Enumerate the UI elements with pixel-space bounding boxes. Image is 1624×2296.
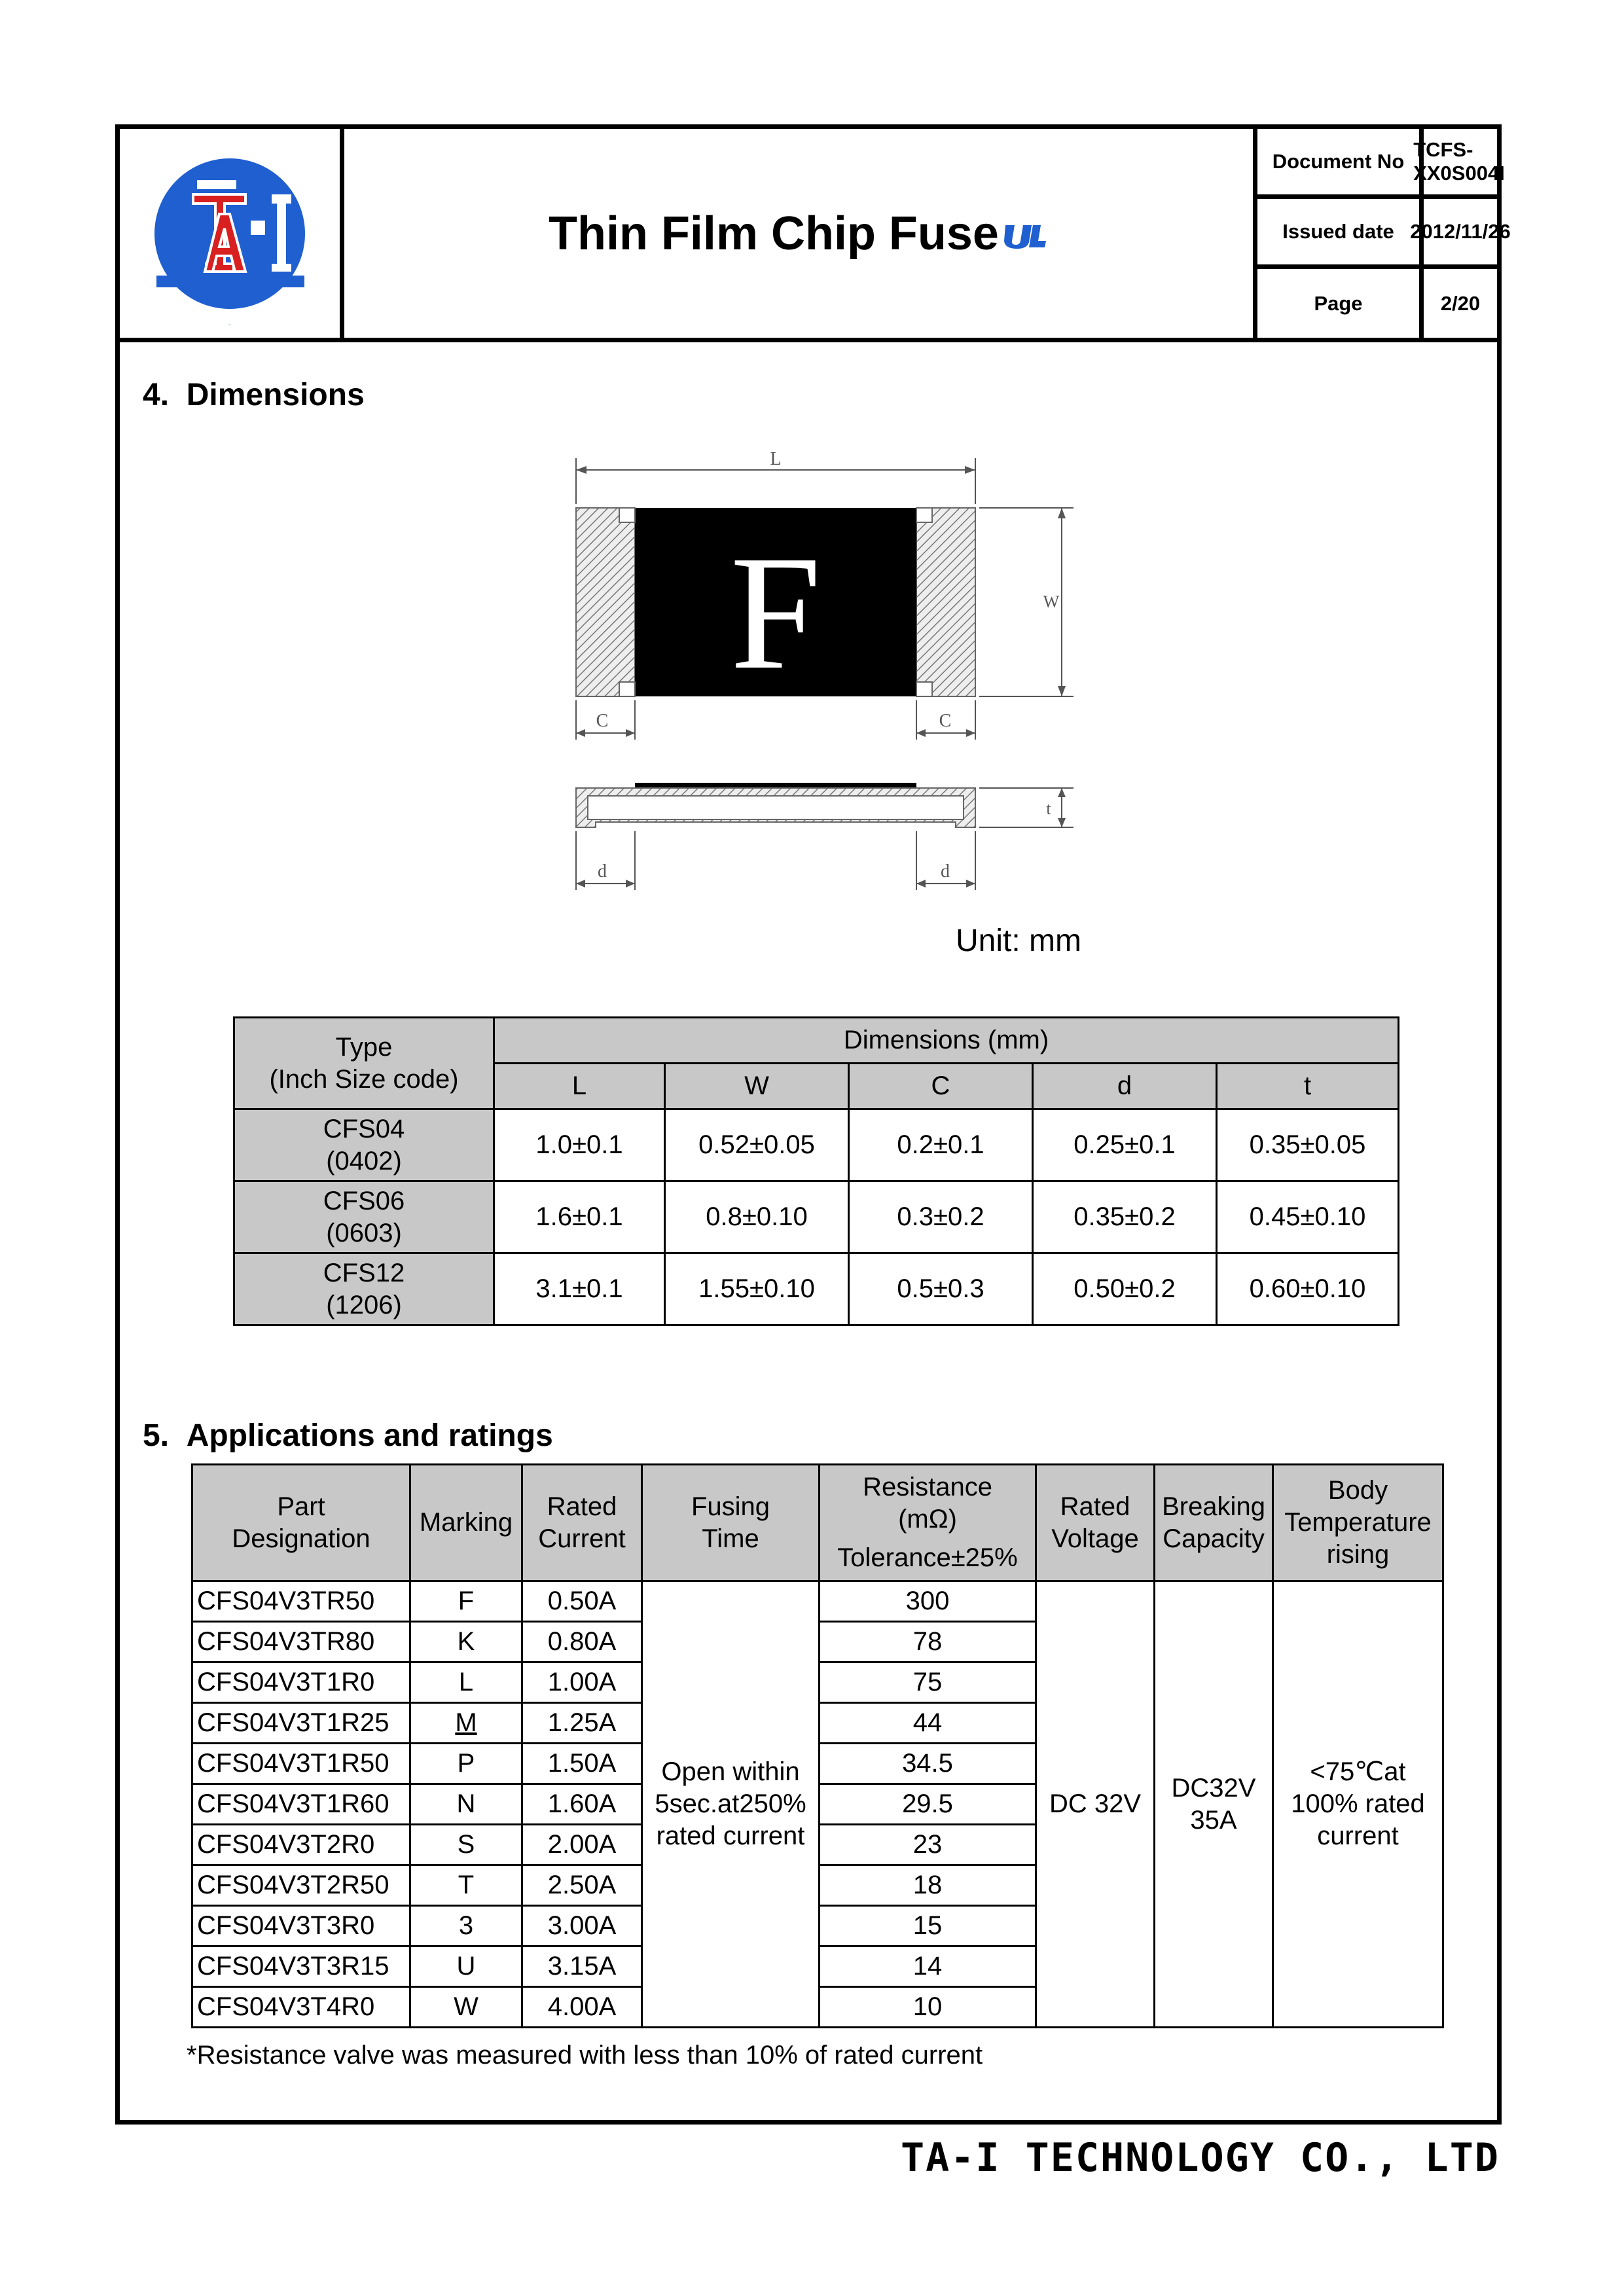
- col-header-C: C: [849, 1064, 1033, 1109]
- current-cell: 0.50A: [522, 1581, 642, 1622]
- resistance-header-line3: Tolerance±25%: [837, 1543, 1018, 1572]
- current-cell: 1.60A: [522, 1784, 642, 1825]
- ratings-table: [191, 1463, 1444, 2028]
- type-header-line2: (Inch Size code): [269, 1064, 459, 1094]
- fusing-time-header-line1: Fusing: [691, 1492, 770, 1521]
- dim-label-C-left: C: [596, 711, 609, 731]
- col-header-W: W: [665, 1064, 849, 1109]
- value-cell: 1.6±0.1: [494, 1181, 665, 1253]
- type-name: CFS06: [323, 1186, 405, 1215]
- logo-text: TA-I: [228, 325, 231, 326]
- dim-label-W: W: [1043, 592, 1060, 611]
- issued-label: Issued date: [1257, 199, 1424, 264]
- table-row: [234, 1109, 1399, 1181]
- part-cell: CFS04V3T3R0: [192, 1906, 410, 1946]
- ratings-header-row: [192, 1465, 1443, 1581]
- current-cell: 1.00A: [522, 1662, 642, 1703]
- rated-voltage-header-line2: Voltage: [1051, 1524, 1139, 1553]
- section-4-number: 4.: [143, 378, 170, 412]
- type-cell: [234, 1109, 494, 1181]
- value-cell: 1.55±0.10: [665, 1253, 849, 1325]
- marking-header: Marking: [410, 1465, 522, 1581]
- body-temp-header-line1: Body: [1327, 1476, 1388, 1505]
- part-cell: CFS04V3T4R0: [192, 1987, 410, 2028]
- breaking-capacity-cell: [1155, 1581, 1273, 2028]
- fusing-time-header-line2: Time: [702, 1524, 759, 1553]
- type-name: CFS12: [323, 1258, 405, 1287]
- breaking-capacity-header-line2: Capacity: [1163, 1524, 1265, 1553]
- part-cell: CFS04V3T1R0: [192, 1662, 410, 1703]
- resistance-note: *Resistance valve was measured with less than 10% of rated current: [187, 2041, 983, 2070]
- fusing-line3: rated current: [656, 1821, 805, 1850]
- fusing-line1: Open within: [661, 1757, 800, 1787]
- resistance-cell: 14: [820, 1946, 1036, 1987]
- company-name: TA-I TECHNOLOGY CO., LTD: [901, 2135, 1500, 2181]
- marking-cell: U: [410, 1946, 522, 1987]
- resistance-cell: 29.5: [820, 1784, 1036, 1825]
- type-code: (0603): [326, 1218, 402, 1247]
- breaking-capacity-header: [1155, 1465, 1273, 1581]
- rated-current-header-line2: Current: [538, 1524, 626, 1553]
- resistance-cell: 34.5: [820, 1744, 1036, 1784]
- fusing-line2: 5sec.at250%: [655, 1789, 806, 1819]
- resistance-cell: 75: [820, 1662, 1036, 1703]
- value-cell: 0.35±0.05: [1217, 1109, 1399, 1181]
- col-header-t: t: [1217, 1064, 1399, 1109]
- dim-label-d-left: d: [598, 861, 607, 882]
- value-cell: 0.35±0.2: [1033, 1181, 1217, 1253]
- dim-label-t: t: [1046, 799, 1051, 818]
- col-header-d: d: [1033, 1064, 1217, 1109]
- type-cell: [234, 1181, 494, 1253]
- doc-no-label: Document No: [1257, 129, 1424, 194]
- table-row: [192, 1581, 1443, 1622]
- part-cell: CFS04V3TR80: [192, 1622, 410, 1662]
- value-cell: 0.5±0.3: [849, 1253, 1033, 1325]
- type-header-line1: Type: [335, 1032, 393, 1062]
- part-header-line2: Designation: [232, 1524, 370, 1553]
- table-header-row: [234, 1018, 1399, 1064]
- value-cell: 0.52±0.05: [665, 1109, 849, 1181]
- part-cell: CFS04V3T2R50: [192, 1865, 410, 1906]
- value-cell: 0.3±0.2: [849, 1181, 1033, 1253]
- issued-row: [1257, 199, 1511, 269]
- type-code: (1206): [326, 1290, 402, 1319]
- part-cell: CFS04V3T1R60: [192, 1784, 410, 1825]
- rated-voltage-cell: DC 32V: [1036, 1581, 1155, 2028]
- resistance-cell: 10: [820, 1987, 1036, 2028]
- marking-cell: L: [410, 1662, 522, 1703]
- section-5-heading: [143, 1418, 553, 1454]
- body-temp-line2: 100% rated: [1291, 1789, 1425, 1819]
- fusing-time-header: [642, 1465, 820, 1581]
- page-row: [1257, 269, 1497, 338]
- doc-no-value: TCFS-XX0S004I: [1413, 138, 1505, 185]
- resistance-header: [820, 1465, 1036, 1581]
- marking-cell: T: [410, 1865, 522, 1906]
- current-cell: 3.15A: [522, 1946, 642, 1987]
- type-header: [234, 1018, 494, 1109]
- marking-cell: K: [410, 1622, 522, 1662]
- breaking-line2: 35A: [1190, 1805, 1237, 1835]
- section-5-title: Applications and ratings: [186, 1418, 553, 1453]
- marking-letter-F: F: [730, 522, 821, 704]
- body-temp-cell: [1273, 1581, 1443, 2028]
- resistance-header-line2: (mΩ): [898, 1505, 957, 1534]
- marking-cell: N: [410, 1784, 522, 1825]
- rated-current-header: [522, 1465, 642, 1581]
- type-code: (0402): [326, 1146, 402, 1175]
- top-view: [576, 449, 1074, 740]
- dimensions-table: [233, 1016, 1399, 1326]
- value-cell: 0.45±0.10: [1217, 1181, 1399, 1253]
- rated-voltage-header-line1: Rated: [1060, 1492, 1130, 1521]
- part-cell: CFS04V3T2R0: [192, 1825, 410, 1865]
- dim-label-C-right: C: [939, 711, 952, 731]
- dims-header: Dimensions (mm): [494, 1018, 1399, 1064]
- section-4-heading: [143, 377, 365, 413]
- value-cell: 3.1±0.1: [494, 1253, 665, 1325]
- breaking-capacity-header-line1: Breaking: [1162, 1492, 1265, 1521]
- table-row: [234, 1181, 1399, 1253]
- section-5-number: 5.: [143, 1418, 170, 1453]
- part-cell: CFS04V3T1R25: [192, 1703, 410, 1744]
- part-header-line1: Part: [277, 1492, 325, 1521]
- marking-cell: W: [410, 1987, 522, 2028]
- resistance-cell: 23: [820, 1825, 1036, 1865]
- current-cell: 1.50A: [522, 1744, 642, 1784]
- dim-label-L: L: [770, 449, 782, 469]
- document-title: Thin Film Chip Fuse: [549, 207, 999, 260]
- body-temp-line1: <75℃at: [1310, 1757, 1406, 1787]
- issued-value: 2012/11/26: [1410, 220, 1511, 243]
- resistance-cell: 78: [820, 1622, 1036, 1662]
- type-cell: [234, 1253, 494, 1325]
- dim-label-d-right: d: [941, 861, 950, 882]
- body-temp-header-line2: Temperature: [1284, 1508, 1432, 1537]
- part-header: [192, 1465, 410, 1581]
- doc-no-row: [1257, 129, 1505, 199]
- company-logo: [120, 129, 340, 338]
- rated-voltage-header: [1036, 1465, 1155, 1581]
- current-cell: 3.00A: [522, 1906, 642, 1946]
- title-cell: [344, 129, 1257, 338]
- rated-current-header-line1: Rated: [547, 1492, 617, 1521]
- resistance-cell: 18: [820, 1865, 1036, 1906]
- marking-cell: M: [410, 1703, 522, 1744]
- value-cell: 0.25±0.1: [1033, 1109, 1217, 1181]
- page-value: 2/20: [1440, 291, 1481, 315]
- current-cell: 4.00A: [522, 1987, 642, 2028]
- resistance-cell: 44: [820, 1703, 1036, 1744]
- table-row: [234, 1253, 1399, 1325]
- resistance-cell: 15: [820, 1906, 1036, 1946]
- marking-cell: 3: [410, 1906, 522, 1946]
- document-header: [120, 129, 1511, 342]
- marking-cell: S: [410, 1825, 522, 1865]
- col-header-L: L: [494, 1064, 665, 1109]
- logo-cell: [120, 129, 344, 338]
- section-4-title: Dimensions: [186, 378, 365, 412]
- current-cell: 0.80A: [522, 1622, 642, 1662]
- breaking-line1: DC32V: [1171, 1773, 1256, 1803]
- value-cell: 0.50±0.2: [1033, 1253, 1217, 1325]
- body-temp-header-line3: rising: [1326, 1539, 1390, 1569]
- body-temp-line3: current: [1317, 1821, 1399, 1850]
- unit-label: Unit: mm: [956, 924, 1081, 958]
- dimension-diagram: [563, 432, 1087, 903]
- marking-cell: P: [410, 1744, 522, 1784]
- value-cell: 0.8±0.10: [665, 1181, 849, 1253]
- current-cell: 2.00A: [522, 1825, 642, 1865]
- part-cell: CFS04V3TR50: [192, 1581, 410, 1622]
- value-cell: 0.60±0.10: [1217, 1253, 1399, 1325]
- document-meta: [1257, 129, 1511, 338]
- part-cell: CFS04V3T3R15: [192, 1946, 410, 1987]
- current-cell: 1.25A: [522, 1703, 642, 1744]
- value-cell: 1.0±0.1: [494, 1109, 665, 1181]
- current-cell: 2.50A: [522, 1865, 642, 1906]
- type-name: CFS04: [323, 1114, 405, 1143]
- side-view: [576, 783, 1074, 890]
- resistance-header-line1: Resistance: [863, 1473, 992, 1502]
- marking-cell: F: [410, 1581, 522, 1622]
- resistance-cell: 300: [820, 1581, 1036, 1622]
- part-cell: CFS04V3T1R50: [192, 1744, 410, 1784]
- page-label: Page: [1257, 269, 1424, 338]
- fusing-time-cell: [642, 1581, 820, 2028]
- ul-mark-icon: [1003, 221, 1049, 250]
- body-temp-header: [1273, 1465, 1443, 1581]
- value-cell: 0.2±0.1: [849, 1109, 1033, 1181]
